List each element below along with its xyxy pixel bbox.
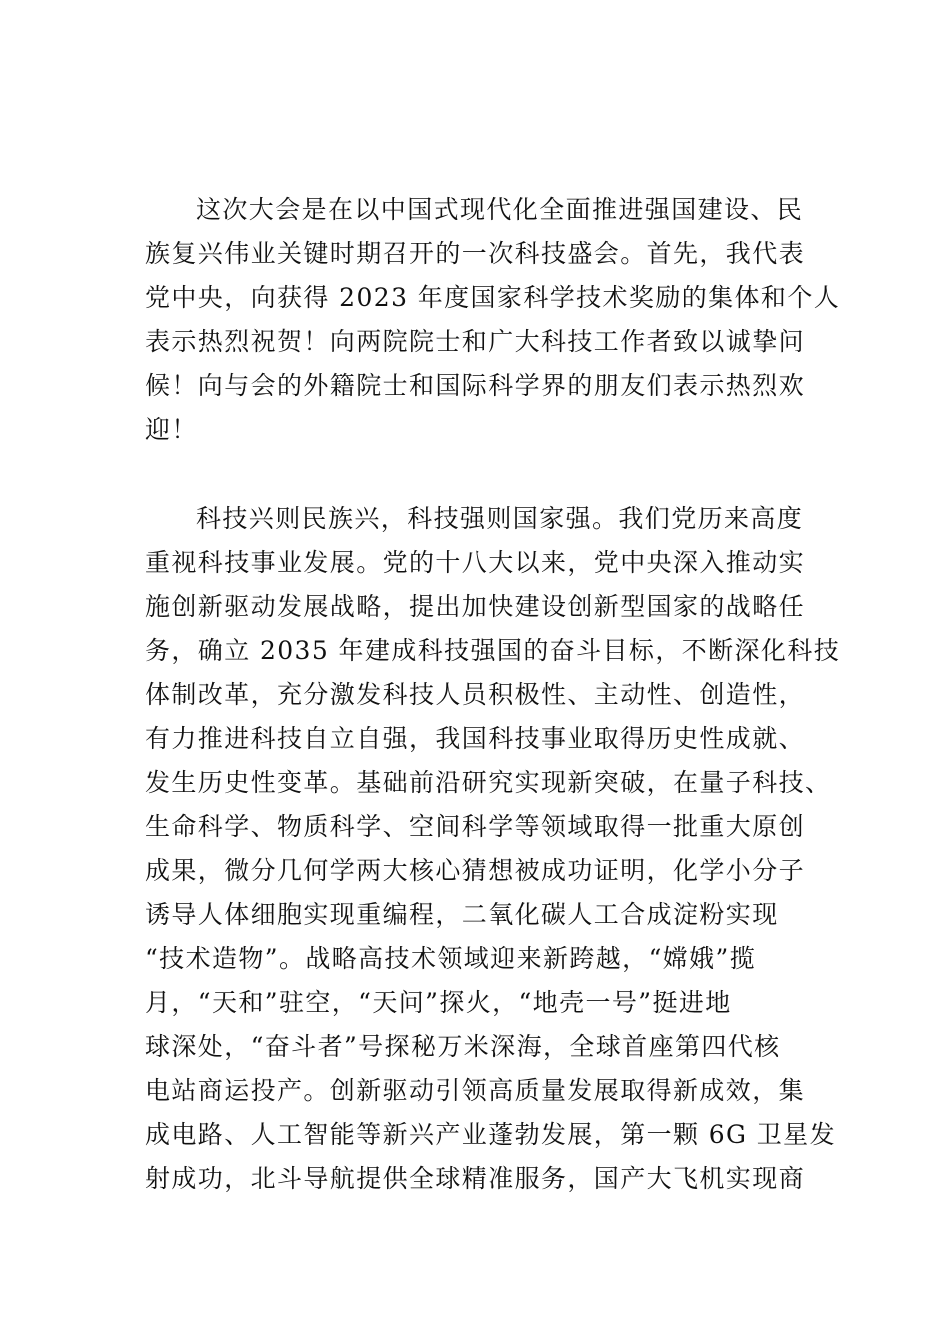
- paragraph-line: 候！向与会的外籍院士和国际科学界的朋友们表示热烈欢: [145, 371, 806, 400]
- paragraph-line: 生命科学、物质科学、空间科学等领域取得一批重大原创: [145, 812, 806, 841]
- paragraph-line: 电站商运投产。创新驱动引领高质量发展取得新成效，集: [145, 1076, 806, 1105]
- paragraph-line: 科技兴则民族兴，科技强则国家强。我们党历来高度: [196, 504, 804, 533]
- paragraph-line: 成电路、人工智能等新兴产业蓬勃发展，第一颗 6G 卫星发: [145, 1120, 836, 1149]
- paragraph-line: 务，确立 2035 年建成科技强国的奋斗目标，不断深化科技: [145, 636, 841, 665]
- paragraph-line: 成果，微分几何学两大核心猜想被成功证明，化学小分子: [145, 856, 806, 885]
- paragraph-line: 体制改革，充分激发科技人员积极性、主动性、创造性，: [145, 680, 806, 709]
- paragraph-line: 月，“天和”驻空，“天问”探火，“地壳一号”挺进地: [145, 988, 732, 1017]
- paragraph-line: “技术造物”。战略高技术领域迎来新跨越，“嫦娥”揽: [145, 944, 757, 973]
- paragraph-line: 迎！: [145, 415, 198, 444]
- paragraph-line: 诱导人体细胞实现重编程，二氧化碳人工合成淀粉实现: [145, 900, 779, 929]
- paragraph-line: 球深处，“奋斗者”号探秘万米深海，全球首座第四代核: [145, 1032, 781, 1061]
- paragraph-line: 射成功，北斗导航提供全球精准服务，国产大飞机实现商: [145, 1164, 806, 1193]
- paragraph-line: 发生历史性变革。基础前沿研究实现新突破，在量子科技、: [145, 768, 832, 797]
- paragraph-line: 党中央，向获得 2023 年度国家科学技术奖励的集体和个人: [145, 283, 841, 312]
- paragraph-line: 施创新驱动发展战略，提出加快建设创新型国家的战略任: [145, 592, 806, 621]
- paragraph-line: 族复兴伟业关键时期召开的一次科技盛会。首先，我代表: [145, 239, 806, 268]
- paragraph-line: 表示热烈祝贺！向两院院士和广大科技工作者致以诚挚问: [145, 327, 806, 356]
- paragraph-line: 有力推进科技自立自强，我国科技事业取得历史性成就、: [145, 724, 806, 753]
- paragraph-line: 重视科技事业发展。党的十八大以来，党中央深入推动实: [145, 548, 806, 577]
- paragraph-line: 这次大会是在以中国式现代化全面推进强国建设、民: [196, 195, 804, 224]
